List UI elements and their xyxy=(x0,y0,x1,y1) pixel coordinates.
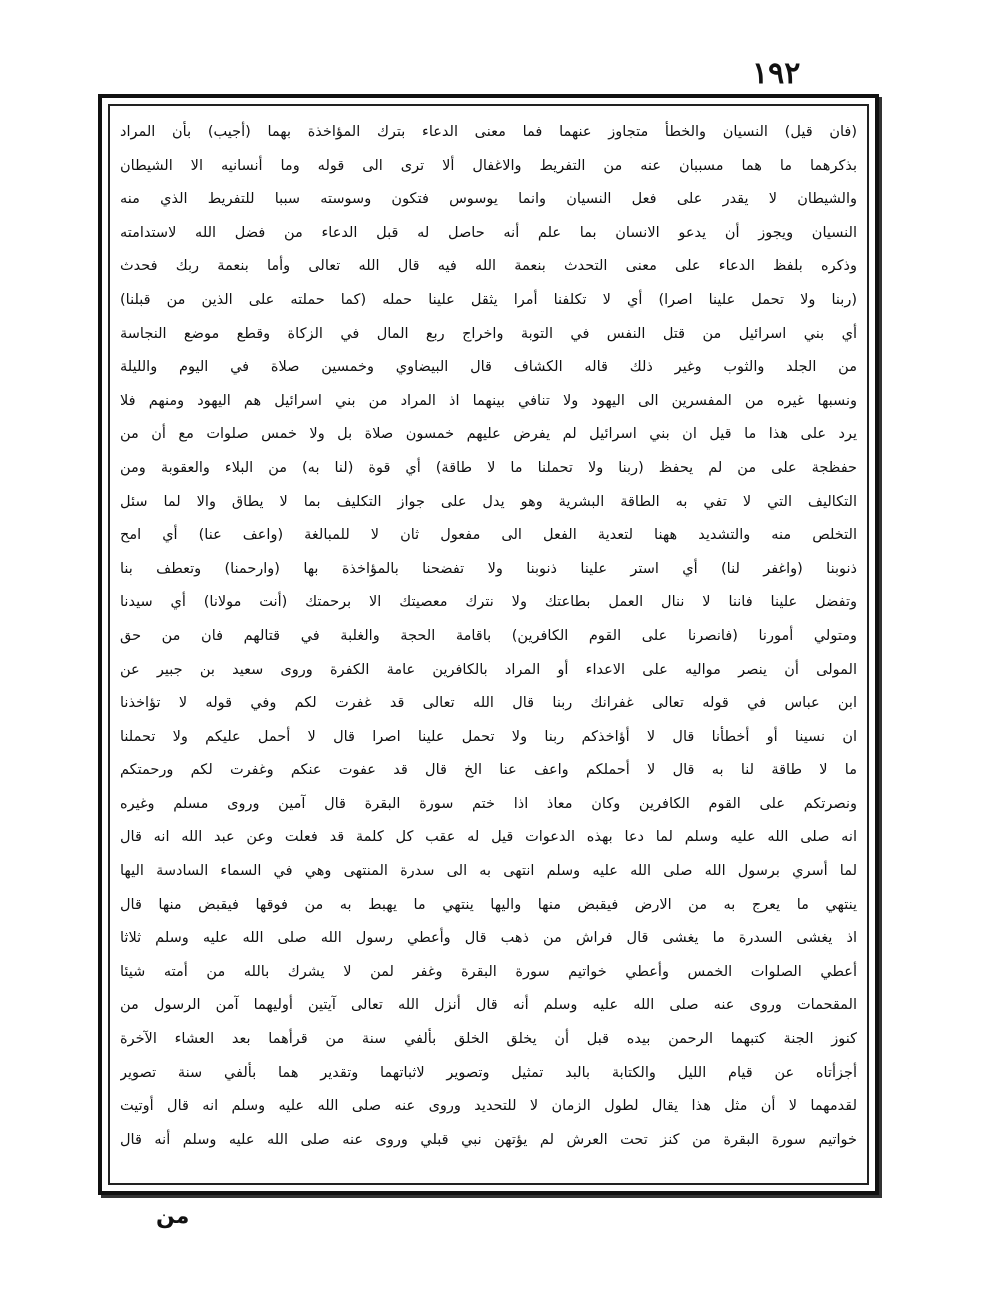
text-line: ما لا طاقة لنا به قال لا أحملكم واعف عنا الخ قال قد عفوت عنكم وغفرت لكم ورحمتكم xyxy=(120,762,857,779)
text-line: أي بني اسرائيل من قتل النفس في التوبة واخراج ربع المال في الزكاة وقطع موضع النجاسة xyxy=(120,325,857,342)
text-line: ابن عباس في قوله تعالى غفرانك ربنا قال الله تعالى قد غفرت لكم وفي قوله لا تؤاخذنا xyxy=(120,695,857,712)
text-line: كنوز الجنة كتبهما الرحمن بيده قبل أن يخلق الخلق بألفي سنة من قرأهما بعد العشاء الآخرة xyxy=(120,1031,857,1048)
text-line: ومتولي أمورنا (فانصرنا على القوم الكافرين) باقامة الحجة والغلبة في قتالهم فان من حق xyxy=(120,627,857,644)
text-line: المقحمات وروى عنه صلى الله عليه وسلم أنه قال أنزل الله تعالى آيتين أوليهما آمن الرسول من xyxy=(120,997,857,1014)
text-line: ونصرتكم على القوم الكافرين وكان معاذ اذا ختم سورة البقرة قال آمين وروى مسلم وغيره xyxy=(120,795,857,812)
text-line: ذنوبنا (واغفر لنا) أي استر علينا ذنوبنا ولا تفضحنا بالمؤاخذة بها (وارحمنا) وتعطف بنا xyxy=(120,560,857,577)
text-line: وذكره بلفظ الدعاء على معنى التحدث بنعمة الله فيه قال الله تعالى وأما بنعمة ربك فحدث xyxy=(120,258,857,275)
text-line: التخلص منه والتشديد ههنا لتعدية الفعل الى مفعول ثان لا للمبالغة (واعف عنا) أي امح xyxy=(120,527,857,544)
text-line: النسيان ويجوز أن يدعو الانسان بما علم أنه حاصل له قبل الدعاء من فضل الله لاستدامته xyxy=(120,224,857,241)
text-line: بذكرهما ما هما مسببان عنه من التفريط والاغفال ألا ترى الى قوله وما أنسانيه الا الشيطان xyxy=(120,157,857,174)
text-line: ونسبها غيره من المفسرين الى اليهود ولا تنافي بينهما اذ المراد من بني اسرائيل هم اليهود ومنهم فلا xyxy=(120,392,857,409)
text-line: أعطي الصلوات الخمس وأعطي خواتيم سورة البقرة وغفر لمن لا يشرك بالله من أمته شيئا xyxy=(120,963,857,980)
text-line: ان نسينا أو أخطأنا قال لا أؤاخذكم ربنا ولا تحمل علينا اصرا قال لا أحمل عليكم ولا تحملنا xyxy=(120,728,857,745)
text-line: ينتهي ما يعرج به من الارض فيقبض منها واليها ينتهي ما يهبط به من فوقها فيقبض منها قال xyxy=(120,896,857,913)
text-line: لقدمهما لا أن مثل هذا يقال لطول الزمان لا للتحديد وروى عنه صلى الله عليه وسلم انه قال أوتيت xyxy=(120,1098,857,1115)
text-frame-inner xyxy=(108,104,869,1185)
text-line: حفظجة على من لم يحفظ (ربنا ولا تحملنا ما لا طاقة) أي قوة (لنا به) من البلاء والعقوبة ومن xyxy=(120,459,857,476)
text-frame xyxy=(98,94,879,1195)
text-line: من الجلد والثوب وغير ذلك قاله الكشاف قال البيضاوي وخمسين صلاة في اليوم والليلة xyxy=(120,359,857,376)
text-line: خواتيم سورة البقرة من كنز تحت العرش لم يؤتهن نبي قبلي وروى عنه صلى الله عليه وسلم أنه قال xyxy=(120,1131,857,1148)
text-line: يرد على هذا ما قيل ان بني اسرائيل لم يفرض عليهم خمسون صلاة بل ولا خمس صلوات مع أن من xyxy=(120,426,857,443)
text-line: انه صلى الله عليه وسلم لما دعا بهذه الدعوات قيل له عقب كل كلمة قد فعلت وعن عبد الله انه قال xyxy=(120,829,857,846)
text-line: (ربنا ولا تحمل علينا اصرا) أي لا تكلفنا أمرا يثقل علينا حمله (كما حملته على الذين من قبلنا) xyxy=(120,291,857,308)
text-line: التكاليف التي لا تفي به الطاقة البشرية وهو يدل على جواز التكليف بما لا يطاق والا لما سئل xyxy=(120,493,857,510)
text-line: المولى أن ينصر مواليه على الاعداء أو المراد بالكافرين عامة الكفرة وروى سعيد بن جبير عن xyxy=(120,661,857,678)
text-line: لما أسري برسول الله صلى الله عليه وسلم انتهى به الى سدرة المنتهى وهي في السماء السادسة اليها xyxy=(120,863,857,880)
text-body xyxy=(120,116,857,1175)
page-number: ١٩٢ xyxy=(752,56,801,91)
text-line: اذ يغشى السدرة ما يغشى قال فراش من ذهب قال وأعطي رسول الله صلى الله عليه وسلم ثلاثا xyxy=(120,930,857,947)
text-line: (فان قيل) النسيان والخطأ متجاوز عنهما فما معنى الدعاء بترك المؤاخذة بهما (أجيب) بأن المراد xyxy=(120,124,857,140)
text-line: أجزأتاه عن قيام الليل والكتابة بالبد تمثيل وتصوير لاثباتهما وتقدير هما بألفي سنة تصوير xyxy=(120,1064,857,1081)
text-line: والشيطان لا يقدر على فعل النسيان وانما يوسوس فتكون وسوسته سببا للتفريط الذي منه xyxy=(120,191,857,208)
text-line: وتفضل علينا فاننا لا ننال العمل بطاعتك ولا نترك معصيتك الا برحمتك (أنت مولانا) أي سيدنا xyxy=(120,594,857,611)
catchword: من xyxy=(156,1204,190,1229)
